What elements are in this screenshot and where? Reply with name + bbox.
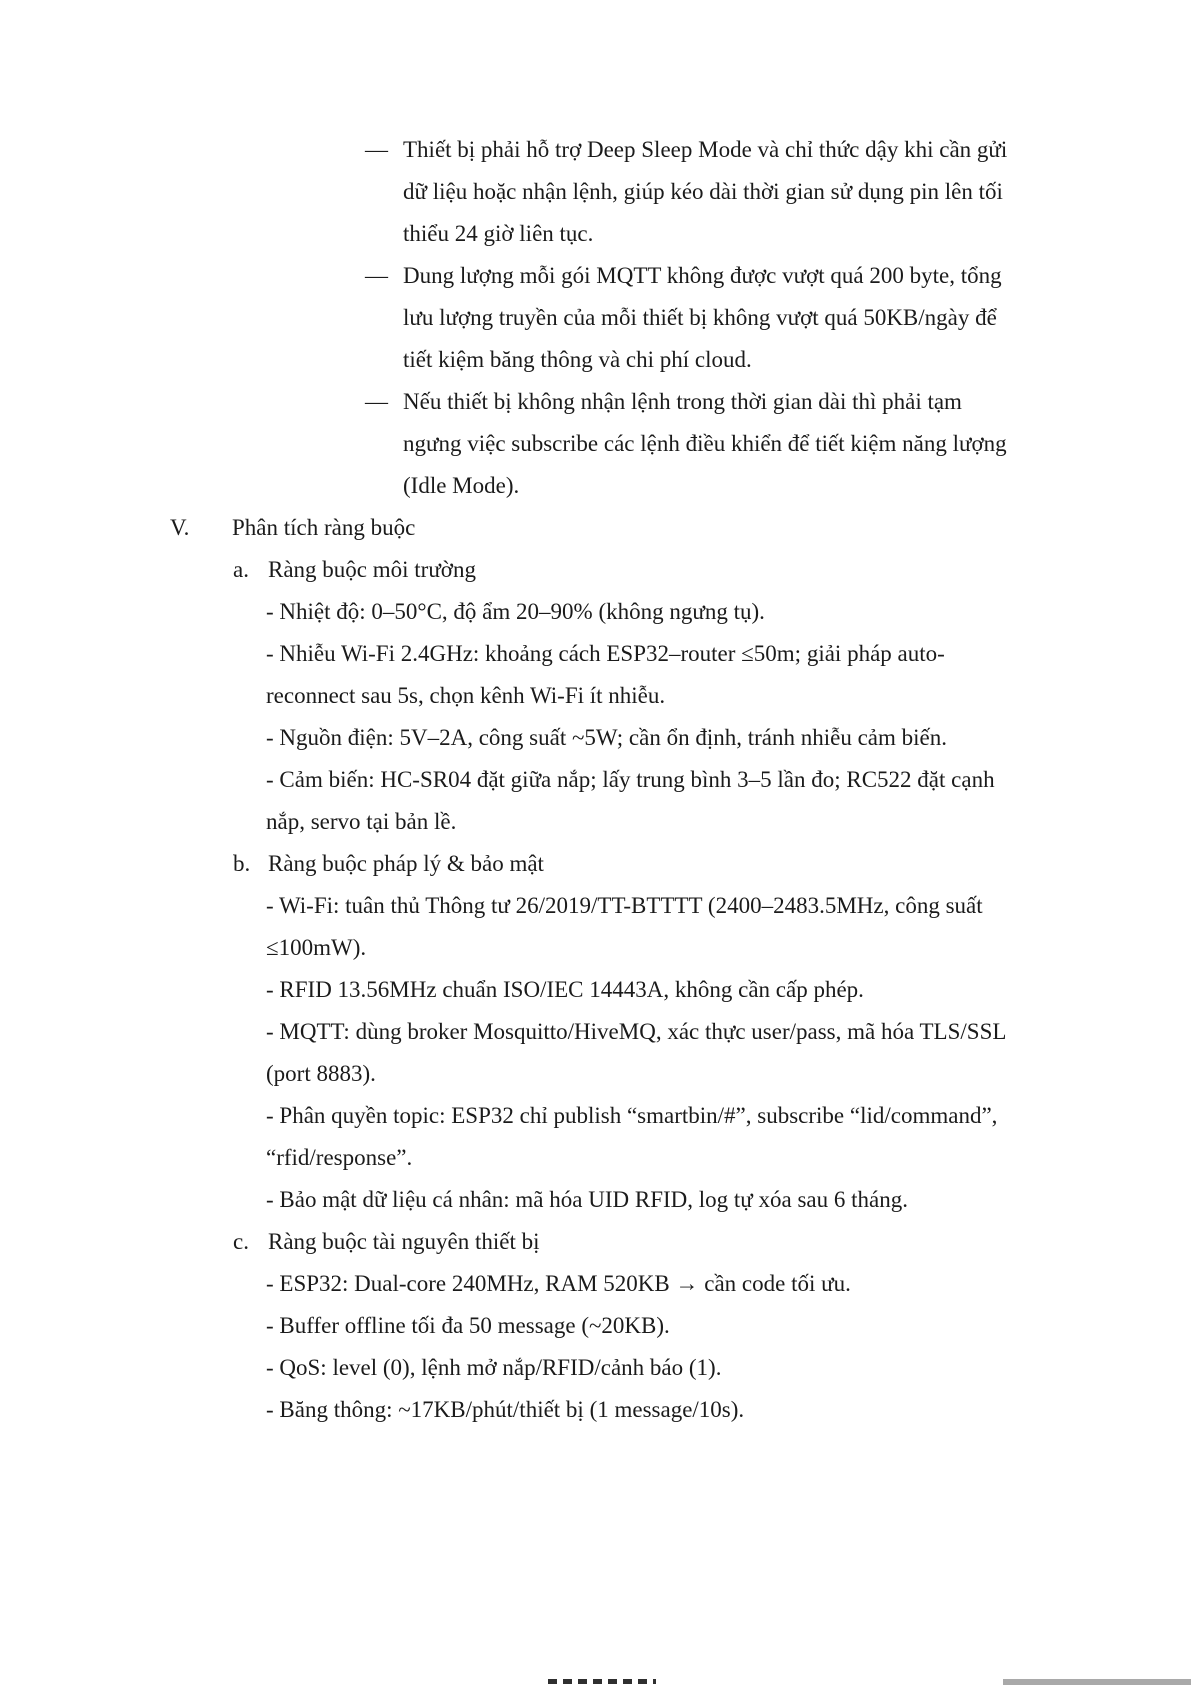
em-dash-marker: —: [365, 263, 388, 288]
subsection-title: Ràng buộc môi trường: [268, 557, 476, 582]
deep-sleep-bullet-list: [365, 129, 1015, 507]
constraint-item: - Wi-Fi: tuân thủ Thông tư 26/2019/TT-BTTTT (2400–2483.5MHz, công suất ≤100mW).: [266, 893, 983, 960]
subsection-heading-c: [233, 1221, 1191, 1263]
bottom-edge-artifact: [548, 1679, 656, 1684]
bullet-text: Dung lượng mỗi gói MQTT không được vượt quá 200 byte, tổng lưu lượng truyền của mỗi thiết bị không vượt quá 50KB/ngày để tiết kiệm băng thông và chi phí cloud.: [403, 263, 1002, 372]
document-content: [0, 129, 1191, 1431]
em-dash-marker: —: [365, 137, 388, 162]
constraint-item: - Bảo mật dữ liệu cá nhân: mã hóa UID RFID, log tự xóa sau 6 tháng.: [266, 1187, 908, 1212]
constraint-item: - ESP32: Dual-core 240MHz, RAM 520KB → cần code tối ưu.: [266, 1271, 851, 1296]
constraint-item: - Nhiễu Wi-Fi 2.4GHz: khoảng cách ESP32–router ≤50m; giải pháp auto-reconnect sau 5s, chọn kênh Wi-Fi ít nhiễu.: [266, 641, 945, 708]
bullet-text: Nếu thiết bị không nhận lệnh trong thời gian dài thì phải tạm ngưng việc subscribe các lệnh điều khiển để tiết kiệm năng lượng (Idle Mode).: [403, 389, 1007, 498]
constraint-item: - MQTT: dùng broker Mosquitto/HiveMQ, xác thực user/pass, mã hóa TLS/SSL (port 8883).: [266, 1019, 1006, 1086]
constraint-item: - Buffer offline tối đa 50 message (~20KB).: [266, 1313, 670, 1338]
bullet-text: Thiết bị phải hỗ trợ Deep Sleep Mode và chỉ thức dậy khi cần gửi dữ liệu hoặc nhận lệnh, giúp kéo dài thời gian sử dụng pin lên tối thiểu 24 giờ liên tục.: [403, 137, 1008, 246]
subsection-title: Ràng buộc tài nguyên thiết bị: [268, 1229, 540, 1254]
em-dash-marker: —: [365, 389, 388, 414]
subsection-label: b.: [233, 851, 251, 876]
constraint-item: - Nguồn điện: 5V–2A, công suất ~5W; cần ổn định, tránh nhiễu cảm biến.: [266, 725, 947, 750]
constraint-item: - Nhiệt độ: 0–50°C, độ ẩm 20–90% (không ngưng tụ).: [266, 599, 765, 624]
section-numeral: V.: [170, 515, 190, 540]
subsection-label: a.: [233, 557, 249, 582]
list-item: [365, 255, 1015, 381]
subsection-heading-b: [233, 843, 1191, 885]
constraint-item: - Băng thông: ~17KB/phút/thiết bị (1 message/10s).: [266, 1397, 745, 1422]
section-title: Phân tích ràng buộc: [232, 515, 416, 540]
constraint-item: - Phân quyền topic: ESP32 chỉ publish “smartbin/#”, subscribe “lid/command”, “rfid/response”.: [266, 1103, 998, 1170]
list-item: [365, 381, 1015, 507]
subsection-heading-a: [233, 549, 1191, 591]
subsection-title: Ràng buộc pháp lý & bảo mật: [268, 851, 544, 876]
section-heading: [170, 507, 1191, 549]
constraint-item: - QoS: level (0), lệnh mở nắp/RFID/cảnh báo (1).: [266, 1355, 722, 1380]
constraint-item: - Cảm biến: HC-SR04 đặt giữa nắp; lấy trung bình 3–5 lần đo; RC522 đặt cạnh nắp, servo tại bản lề.: [266, 767, 995, 834]
subsection-label: c.: [233, 1229, 249, 1254]
constraint-item: - RFID 13.56MHz chuẩn ISO/IEC 14443A, không cần cấp phép.: [266, 977, 864, 1002]
bottom-edge-artifact: [1003, 1679, 1191, 1685]
list-item: [365, 129, 1015, 255]
